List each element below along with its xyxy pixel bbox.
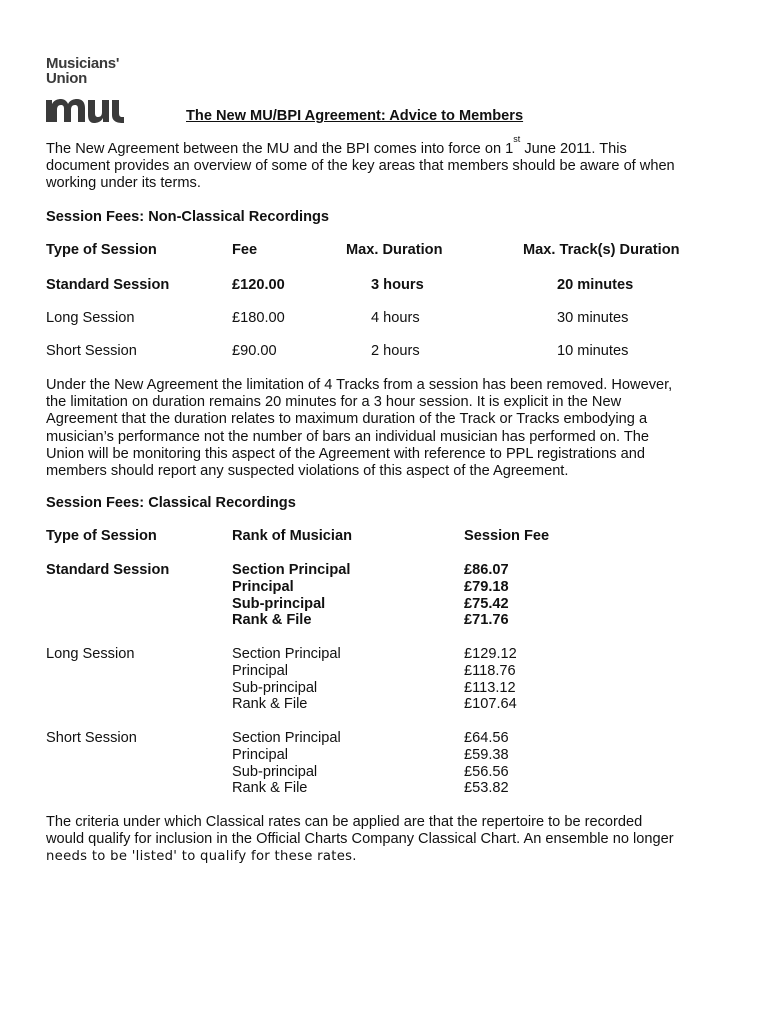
cl-fee: £86.07 xyxy=(464,562,509,578)
cl-rank: Section Principal xyxy=(232,562,351,578)
logo-line-1: Musicians' xyxy=(46,55,120,72)
limitation-line-5: Union will be monitoring this aspect of the Agreement with reference to PPL registrations and xyxy=(46,445,645,462)
criteria-paragraph xyxy=(46,814,674,866)
cl-fee: £71.76 xyxy=(464,612,509,628)
cl-fee: £79.18 xyxy=(464,579,509,595)
cl-header-rank: Rank of Musician xyxy=(232,528,353,544)
cl-group-type: Standard Session xyxy=(46,562,170,578)
limitation-line-4: musician’s performance not the number of bars an individual musician has performed on. The xyxy=(46,428,649,445)
nc-header-type: Type of Session xyxy=(46,242,157,258)
intro-line-1: The New Agreement between the MU and the BPI comes into force on 1st June 2011. This xyxy=(46,134,627,157)
nc-header-track: Max. Track(s) Duration xyxy=(523,242,680,258)
cl-rank: Sub-principal xyxy=(232,764,318,780)
cl-rank: Section Principal xyxy=(232,730,341,746)
cl-group-type: Long Session xyxy=(46,646,135,662)
logo-line-2: Union xyxy=(46,70,87,87)
cl-fee: £53.82 xyxy=(464,780,509,796)
limitation-line-3: Agreement that the duration relates to maximum duration of the Track or Tracks embodying a xyxy=(46,411,648,428)
nc-row-duration: 4 hours xyxy=(371,310,420,326)
criteria-line-2: would qualify for inclusion in the Official Charts Company Classical Chart. An ensemble no longer xyxy=(46,831,674,848)
cl-fee: £59.38 xyxy=(464,747,509,763)
limitation-line-1: Under the New Agreement the limitation of 4 Tracks from a session has been removed. However, xyxy=(46,377,673,393)
nc-header-duration: Max. Duration xyxy=(346,242,443,258)
cl-fee: £129.12 xyxy=(464,646,517,662)
nc-row-duration: 3 hours xyxy=(371,277,424,293)
cl-fee: £113.12 xyxy=(464,680,516,696)
cl-rank: Rank & File xyxy=(232,780,308,796)
cl-rank: Sub-principal xyxy=(232,596,326,612)
nc-row-type: Long Session xyxy=(46,310,135,326)
cl-fee: £118.76 xyxy=(464,663,516,679)
limitation-line-6: members should report any suspected violations of this aspect of the Agreement. xyxy=(46,463,569,480)
mu-logo-icon xyxy=(46,96,126,124)
intro-line-2: document provides an overview of some of the key areas that members should be aware of when xyxy=(46,158,675,175)
cl-header-type: Type of Session xyxy=(46,528,157,544)
classical-heading: Session Fees: Classical Recordings xyxy=(46,495,296,511)
nc-header-fee: Fee xyxy=(232,242,258,258)
cl-group-type: Short Session xyxy=(46,730,137,746)
cl-fee: £56.56 xyxy=(464,764,509,780)
logo-wordmark xyxy=(46,56,119,86)
nc-row-fee: £90.00 xyxy=(232,343,277,359)
criteria-line-3: needs to be 'listed' to qualify for these rates. xyxy=(46,849,357,865)
nc-row-track: 20 minutes xyxy=(557,277,634,293)
nc-row-fee: £120.00 xyxy=(232,277,285,293)
cl-rank: Principal xyxy=(232,663,288,679)
cl-rank: Section Principal xyxy=(232,646,341,662)
cl-rank: Sub-principal xyxy=(232,680,318,696)
nc-row-track: 30 minutes xyxy=(557,310,629,326)
cl-fee: £75.42 xyxy=(464,596,509,612)
cl-rank: Principal xyxy=(232,747,288,763)
criteria-line-1: The criteria under which Classical rates can be applied are that the repertoire to be recorded xyxy=(46,814,643,830)
limitation-line-2: the limitation on duration remains 20 minutes for a 3 hour session. It is explicit in the New xyxy=(46,394,622,411)
cl-fee: £107.64 xyxy=(464,696,517,712)
cl-header-fee: Session Fee xyxy=(464,528,550,544)
cl-rank: Rank & File xyxy=(232,696,308,712)
nc-row-duration: 2 hours xyxy=(371,343,420,359)
cl-rank: Rank & File xyxy=(232,612,312,628)
nc-row-type: Short Session xyxy=(46,343,137,359)
nc-row-type: Standard Session xyxy=(46,277,170,293)
nc-row-track: 10 minutes xyxy=(557,343,629,359)
intro-paragraph xyxy=(46,134,675,193)
non-classical-heading: Session Fees: Non-Classical Recordings xyxy=(46,209,330,225)
document-title: The New MU/BPI Agreement: Advice to Members xyxy=(186,108,524,124)
cl-fee: £64.56 xyxy=(464,730,509,746)
intro-line-3: working under its terms. xyxy=(46,175,201,192)
limitation-paragraph xyxy=(46,377,672,480)
nc-row-fee: £180.00 xyxy=(232,310,285,326)
cl-rank: Principal xyxy=(232,579,294,595)
